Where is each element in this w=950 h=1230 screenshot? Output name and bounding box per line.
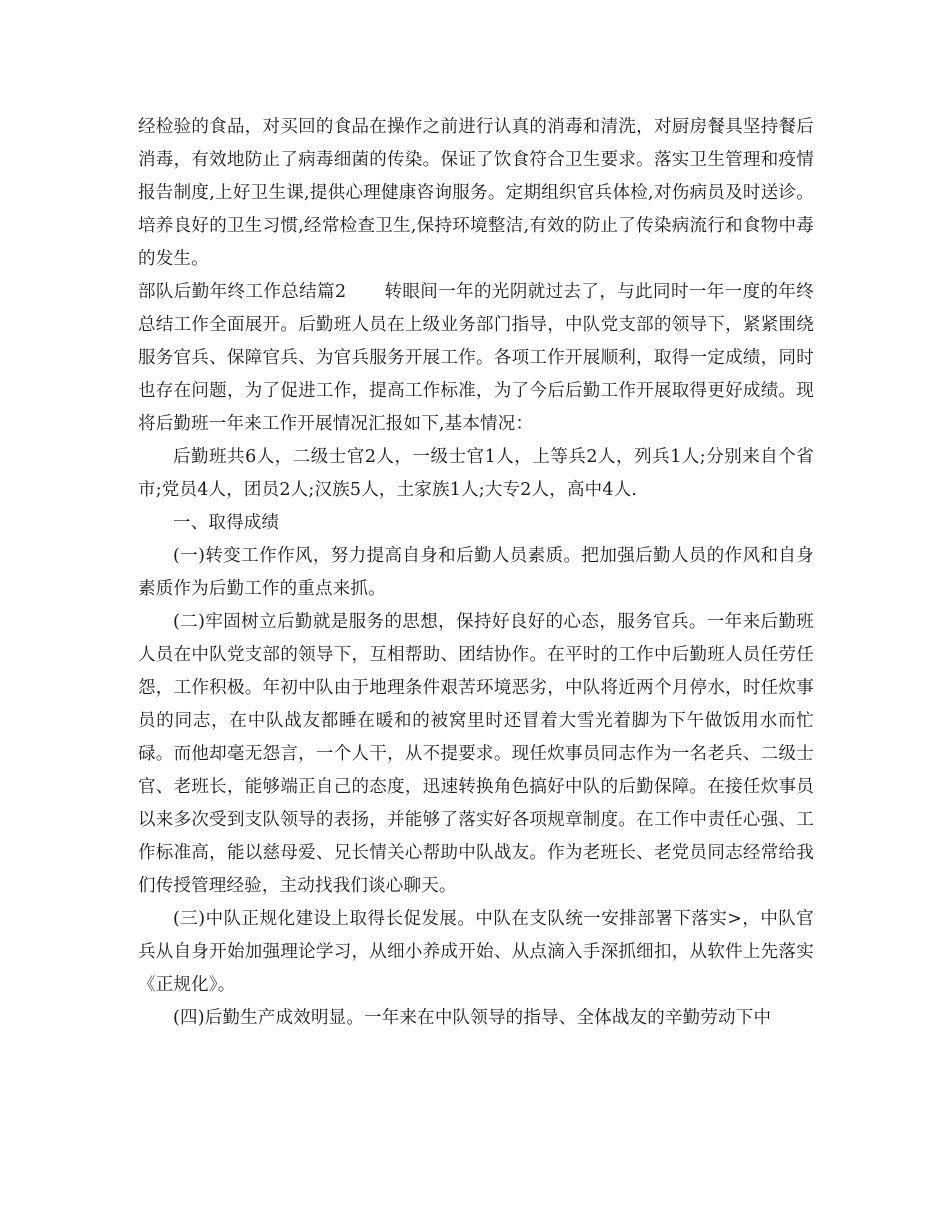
paragraph-item-1: (一)转变工作作风，努力提高自身和后勤人员素质。把加强后勤人员的作风和自身素质作为后勤工作的重点来抓。 bbox=[138, 546, 814, 599]
paragraph-basic-info: 后勤班共6人，二级士官2人，一级士官1人，上等兵2人，列兵1人;分别来自个省市;党员4人，团员2人;汉族5人，土家族1人;大专2人，高中4人. bbox=[138, 447, 814, 500]
section-intro-text: 转眼间一年的光阴就过去了，与此同时一年一度的年终总结工作全面展开。后勤班人员在上级业务部门指导，中队党支部的领导下，紧紧围绕服务官兵、保障官兵、为官兵服务开展工作。各项工作开展顺利，取得一定成绩，同时也存在问题，为了促进工作，提高工作标准，为了今后后勤工作开展取得更好成绩。现将后勤班一年来工作开展情况汇报如下,基本情况： bbox=[138, 282, 814, 434]
paragraph-section-start bbox=[138, 276, 814, 441]
paragraph-item-3: (三)中队正规化建设上取得长促发展。中队在支队统一安排部署下落实>，中队官兵从自身开始加强理论学习，从细小养成开始、从点滴入手深抓细扣，从软件上先落实《正规化》。 bbox=[138, 909, 814, 995]
subheading-achievements: 一、取得成绩 bbox=[173, 513, 280, 533]
paragraph-continuation: 经检验的食品，对买回的食品在操作之前进行认真的消毒和清洗，对厨房餐具坚持餐后消毒，有效地防止了病毒细菌的传染。保证了饮食符合卫生要求。落实卫生管理和疫情报告制度,上好卫生课,提供心理健康咨询服务。定期组织官兵体检,对伤病员及时送诊。培养良好的卫生习惯,经常检查卫生,保持环境整洁,有效的防止了传染病流行和食物中毒的发生。 bbox=[138, 117, 814, 269]
document-page bbox=[138, 111, 814, 1035]
paragraph-item-4: (四)后勤生产成效明显。一年来在中队领导的指导、全体战友的辛勤劳动下中 bbox=[173, 1008, 772, 1028]
section-heading: 部队后勤年终工作总结篇2 bbox=[138, 282, 347, 302]
paragraph-item-2: (二)牢固树立后勤就是服务的思想，保持好良好的心态，服务官兵。一年来后勤班人员在中队党支部的领导下，互相帮助、团结协作。在平时的工作中后勤班人员任劳任怨，工作积极。年初中队由于地理条件艰苦环境恶劣，中队将近两个月停水，时任炊事员的同志，在中队战友都睡在暖和的被窝里时还冒着大雪光着脚为下午做饭用水而忙碌。而他却毫无怨言，一个人干，从不提要求。现任炊事员同志作为一名老兵、二级士官、老班长，能够端正自己的态度，迅速转换角色搞好中队的后勤保障。在接任炊事员以来多次受到支队领导的表扬，并能够了落实好各项规章制度。在工作中责任心强、工作标准高，能以慈母爱、兄长情关心帮助中队战友。作为老班长、老党员同志经常给我们传授管理经验，主动找我们谈心聊天。 bbox=[138, 612, 814, 896]
